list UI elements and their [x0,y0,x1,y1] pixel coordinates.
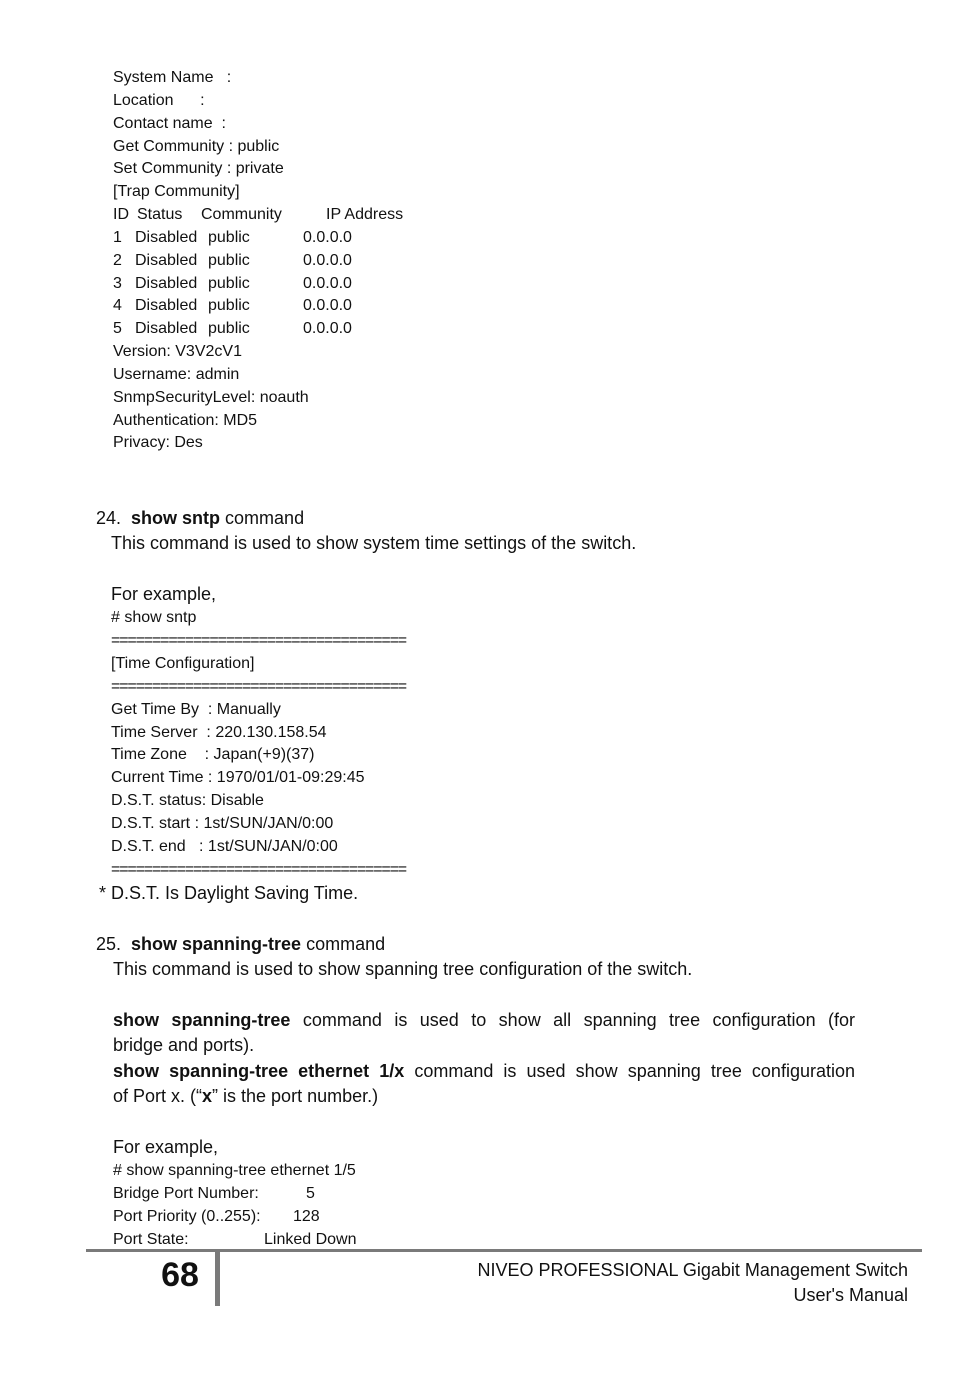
section-number: 24. [96,508,122,528]
row-status: Disabled [135,275,198,292]
stp-bridge-port-label: Bridge Port Number: [113,1185,259,1202]
paragraph-line [113,1011,855,1029]
snmp-version: Version: V3V2cV1 [113,343,242,360]
row-community: public [208,275,250,292]
row-id: 2 [113,252,122,269]
section-number: 25. [96,934,122,954]
footer-rule [86,1249,922,1252]
snmp-location: Location : [113,92,205,109]
command-name: show sntp [131,508,221,528]
row-community: public [208,297,250,314]
footer-divider [215,1252,220,1306]
sntp-dst-start: D.S.T. start : 1st/SUN/JAN/0:00 [111,815,334,832]
row-ip: 0.0.0.0 [303,252,352,269]
section-25-description: This command is used to show spanning tree configuration of the switch. [113,959,693,979]
command-suffix: command [220,508,305,528]
section-24-description: This command is used to show system time settings of the switch. [111,533,637,553]
col-community-header: Community [201,206,282,223]
page-number: 68 [161,1256,199,1294]
stp-priority-label: Port Priority (0..255): [113,1208,261,1225]
snmp-trap-header: [Trap Community] [113,183,240,200]
paragraph-line [113,1062,855,1080]
row-ip: 0.0.0.0 [303,275,352,292]
row-status: Disabled [135,320,198,337]
footer-title: NIVEO PROFESSIONAL Gigabit Management Switch [477,1260,908,1280]
sntp-dst-status: D.S.T. status: Disable [111,792,264,809]
row-status: Disabled [135,252,198,269]
stp-prompt: # show spanning-tree ethernet 1/5 [113,1162,356,1179]
port-variable: x [202,1086,213,1106]
row-status: Disabled [135,229,198,246]
paragraph-line: bridge and ports). [113,1035,255,1055]
row-ip: 0.0.0.0 [303,297,352,314]
paragraph-text: ” is the port number.) [212,1086,379,1106]
row-id: 3 [113,275,122,292]
col-ip-header: IP Address [326,206,404,223]
stp-bridge-port-value: 5 [306,1185,315,1202]
snmp-privacy: Privacy: Des [113,434,203,451]
snmp-set-community: Set Community : private [113,160,284,177]
stp-state-label: Port State: [113,1231,189,1248]
sntp-dst-end: D.S.T. end : 1st/SUN/JAN/0:00 [111,838,338,855]
sntp-time-zone: Time Zone : Japan(+9)(37) [111,746,315,763]
paragraph-line [113,1087,378,1105]
paragraph-text: command is used to show all spanning tree configuration (for [290,1010,856,1030]
command-name: show spanning-tree [113,1010,291,1030]
row-community: public [208,229,250,246]
command-suffix: command [301,934,386,954]
row-ip: 0.0.0.0 [303,229,352,246]
section-24-heading [96,509,304,527]
stp-state-value: Linked Down [264,1231,357,1248]
footer-subtitle: User's Manual [793,1285,908,1305]
paragraph-text: command is used show spanning tree configuration [404,1061,855,1081]
section-24-example-label: For example, [111,584,217,604]
row-ip: 0.0.0.0 [303,320,352,337]
snmp-authentication: Authentication: MD5 [113,412,258,429]
stp-priority-value: 128 [293,1208,320,1225]
sntp-rule: ==================================== [111,861,406,878]
snmp-system-name: System Name : [113,69,232,86]
snmp-contact-name: Contact name : [113,115,226,132]
sntp-rule: ==================================== [111,632,406,649]
sntp-rule: ==================================== [111,678,406,695]
col-id-header: ID [113,206,129,223]
sntp-current-time: Current Time : 1970/01/01-09:29:45 [111,769,365,786]
section-25-example-label: For example, [113,1137,219,1157]
row-id: 4 [113,297,122,314]
snmp-get-community: Get Community : public [113,138,280,155]
snmp-username: Username: admin [113,366,240,383]
command-name: show spanning-tree ethernet 1/x [113,1061,405,1081]
row-community: public [208,320,250,337]
row-status: Disabled [135,297,198,314]
col-status-header: Status [137,206,183,223]
row-community: public [208,252,250,269]
row-id: 5 [113,320,122,337]
dst-note: * D.S.T. Is Daylight Saving Time. [99,883,359,903]
sntp-get-time-by: Get Time By : Manually [111,701,281,718]
sntp-prompt: # show sntp [111,609,197,626]
sntp-time-server: Time Server : 220.130.158.54 [111,724,327,741]
row-id: 1 [113,229,122,246]
section-25-heading [96,935,385,953]
sntp-time-header: [Time Configuration] [111,655,255,672]
snmp-security-level: SnmpSecurityLevel: noauth [113,389,309,406]
command-name: show spanning-tree [131,934,302,954]
paragraph-text: of Port x. (“ [113,1086,203,1106]
